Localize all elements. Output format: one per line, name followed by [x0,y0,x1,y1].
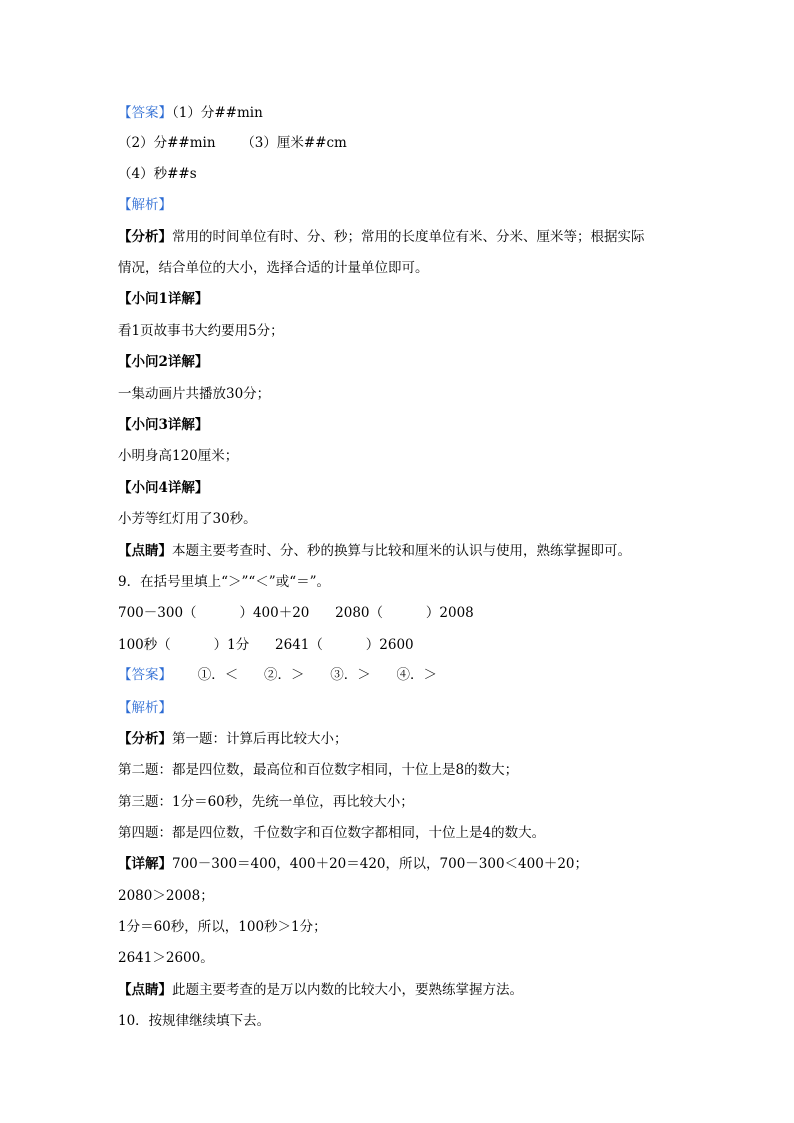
section-tag: 【答案】 [118,105,172,121]
section-tag: 【小问3详解】 [118,417,209,433]
line-text: 看1页故事书大约要用5分； [118,323,284,339]
line-text: 情况，结合单位的大小，选择合适的计量单位即可。 [118,260,429,276]
section-tag: 【解析】 [118,700,172,716]
line-text: 第一题：计算后再比较大小； [172,731,348,747]
question-9-detail-line-1 [118,853,588,875]
question-9-analysis-heading [118,697,172,719]
line-text: 常用的时间单位有时、分、秒；常用的长度单位有米、分米、厘米等；根据实际 [172,229,645,245]
sub-question-2-text [118,383,270,405]
question-9-analysis-line-1 [118,728,348,750]
section-tag: 【小问1详解】 [118,291,209,307]
question-10-title [118,1010,270,1032]
line-text: 第三题：1分＝60秒，先统一单位，再比较大小； [118,794,414,810]
question-9-analysis-line-3 [118,791,414,813]
question-9-comment [118,979,523,1001]
line-text: 1分＝60秒，所以，100秒＞1分； [118,919,327,935]
sub-question-1-text [118,320,284,342]
question-9-analysis-line-4 [118,822,545,844]
sub-question-1-heading [118,288,208,310]
sub-question-3-heading [118,414,208,436]
line-text: 小明身高120厘米； [118,448,239,464]
question-9-detail-line-3 [118,916,327,938]
line-text: 10．按规律继续填下去。 [118,1013,271,1029]
section-tag: 【点睛】 [118,543,172,559]
line-text: 本题主要考查时、分、秒的换算与比较和厘米的认识与使用，熟练掌握即可。 [172,543,631,559]
answer-line-3 [118,163,197,185]
section-tag: 【详解】 [118,856,172,872]
line-text: 9．在括号里填上“＞”“＜”或“＝”。 [118,574,330,590]
question-9-detail-line-2 [118,885,214,907]
section-tag: 【解析】 [118,197,172,213]
line-text: 700－300＝400，400＋20＝420，所以，700－300＜400＋20； [172,856,588,872]
section-tag: 【分析】 [118,731,172,747]
question-9-row-2 [118,634,414,656]
sub-question-2-heading [118,351,208,373]
section-tag: 【小问4详解】 [118,480,209,496]
line-text: 第二题：都是四位数，最高位和百位数字相同，十位上是8的数大； [118,762,519,778]
line-text: 一集动画片共播放30分； [118,386,271,402]
line-text: 700－300（ ）400＋20 2080（ ）2008 [118,605,474,621]
line-text: 小芳等红灯用了30秒。 [118,511,257,527]
question-9-title [118,571,330,593]
answer-line-2 [118,132,347,154]
analysis-line-2 [118,257,429,279]
sub-question-3-text [118,445,238,467]
section-tag: 【答案】 [118,667,172,683]
line-text: （4）秒##s [118,166,197,182]
analysis-heading [118,194,172,216]
question-9-answer [118,664,437,686]
sub-question-4-text [118,508,257,530]
analysis-line-1 [118,226,645,248]
line-text: （2）分##min （3）厘米##cm [118,135,347,151]
line-text: 100秒（ ）1分 2641（ ）2600 [118,637,414,653]
section-tag: 【分析】 [118,229,172,245]
section-tag: 【点睛】 [118,982,172,998]
line-text: 第四题：都是四位数，千位数字和百位数字都相同，十位上是4的数大。 [118,825,546,841]
sub-question-4-heading [118,477,208,499]
question-9-analysis-line-2 [118,759,518,781]
question-9-detail-line-4 [118,947,214,969]
question-9-row-1 [118,602,474,624]
line-text: 2080＞2008； [118,888,214,904]
line-text: （1）分##min [172,105,263,121]
section-tag: 【小问2详解】 [118,354,209,370]
line-text: ①．＜ ②．＞ ③．＞ ④．＞ [172,667,437,683]
comment-line [118,540,631,562]
line-text: 2641＞2600。 [118,950,214,966]
line-text: 此题主要考查的是万以内数的比较大小，要熟练掌握方法。 [172,982,523,998]
answer-line-1 [118,102,263,124]
